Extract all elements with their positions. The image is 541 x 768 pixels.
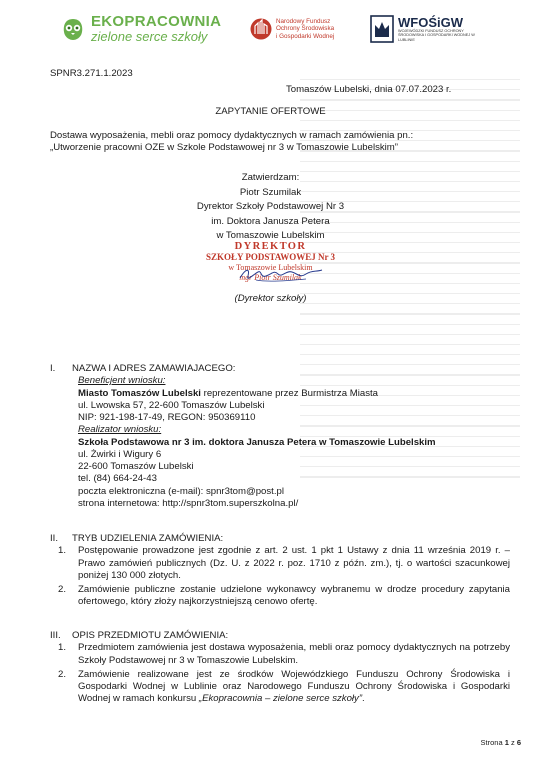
approval-block — [0, 171, 541, 244]
handwritten-signature — [236, 262, 326, 288]
item-text: Przedmiotem zamówienia jest dostawa wyposażenia, mebli oraz pomocy dydaktycznych na potrzeby Szkoły Podstawowej nr 3 w Tomaszowie Lubelskim. — [78, 642, 510, 666]
subject-line-1: Dostawa wyposażenia, mebli oraz pomocy dydaktycznych w ramach zamówienia pn.: — [50, 130, 414, 141]
realizer-email[interactable]: poczta elektroniczna (e-mail): spnr3tom@post.pl — [78, 485, 284, 497]
beneficiary-rest: reprezentowane przez Burmistrza Miasta — [200, 387, 378, 399]
realizer-address-2: 22-600 Tomaszów Lubelski — [78, 461, 194, 473]
stamp-line-1: DYREKTOR — [234, 241, 307, 252]
section-3 — [50, 630, 510, 706]
beneficiary-address: ul. Lwowska 57, 22-600 Tomaszów Lubelski — [78, 399, 265, 411]
owl-leaf-icon — [60, 16, 86, 42]
list-item — [58, 584, 510, 609]
wfosigw-logo — [370, 15, 480, 43]
section-1 — [50, 363, 510, 510]
page-sep: z — [508, 738, 517, 747]
section-2-number: II. — [50, 533, 58, 544]
section-2-title: TRYB UDZIELENIA ZAMÓWIENIA: — [72, 533, 224, 544]
item-text — [78, 669, 510, 706]
realizer-website[interactable]: strona internetowa: http://spnr3tom.superszkolna.pl/ — [78, 497, 299, 509]
page-number — [481, 738, 521, 748]
list-item — [58, 642, 510, 667]
logo-title: EKOPRACOWNIA — [91, 13, 222, 30]
item-text: Postępowanie prowadzone jest zgodnie z art. 2 ust. 1 pkt 1 Ustawy z dnia 11 września 2019 r. – Prawo zamówień publicznych (Dz. U. z 2022 r. poz. 1710 z późn. zm.), tj. o wartości szacunkowej poniżej 130 000 złotych. — [78, 545, 510, 581]
beneficiary-name: Miasto Tomaszów Lubelski — [78, 387, 201, 399]
list-item — [58, 669, 510, 706]
page-label: Strona — [480, 738, 505, 747]
approver-name: Piotr Szumilak — [239, 186, 302, 198]
subject — [50, 130, 500, 155]
stamp-line-4: mgr Piotr Szumilak — [239, 272, 302, 282]
beneficiary-label: Beneficjent wniosku: — [78, 375, 166, 387]
approver-role-2: im. Doktora Janusza Petera — [211, 215, 330, 227]
wfosigw-emblem-icon — [370, 15, 394, 43]
item-number: 1. — [58, 642, 67, 654]
section-2 — [50, 533, 510, 609]
wf-title: WFOŚiGW — [398, 15, 463, 31]
nfosigw-emblem-icon — [250, 16, 272, 42]
reference-number: SPNR3.271.1.2023 — [50, 68, 133, 79]
nfosigw-logo — [250, 16, 334, 42]
nf-line-3: i Gospodarki Wodnej — [276, 32, 335, 40]
logo-subtitle: zielone serce szkoły — [91, 29, 208, 44]
subject-line-2: „Utworzenie pracowni OZE w Szkole Podstawowej nr 3 w Tomaszowie Lubelskim” — [50, 142, 398, 154]
item-number: 1. — [58, 545, 67, 557]
item-text-a: Zamówienie realizowane jest ze środków Wojewódzkiego Funduszu Ochrony Środowiska i Gospodarki Wodnej w Lublinie oraz Narodowego Funduszu Ochrony Środowiska i Gospodarki Wodnej w ramach konkursu — [78, 668, 510, 705]
realizer-name: Szkoła Podstawowa nr 3 im. doktora Janusza Petera w Tomaszowie Lubelskim — [78, 436, 436, 448]
item-text-c: . — [362, 693, 365, 705]
section-1-title: NAZWA I ADRES ZAMAWIAJACEGO: — [72, 363, 236, 374]
wf-subtitle: WOJEWÓDZKI FUNDUSZ OCHRONY ŚRODOWISKA I GOSPODARKI WODNEJ W LUBLINIE — [398, 29, 475, 42]
realizer-label: Realizator wniosku: — [78, 424, 162, 436]
item-text: Zamówienie publiczne zostanie udzielone wykonawcy wybranemu w drodze procedury zapytania ofertowego, który złoży najkorzystniejszą cenowo ofertę. — [78, 584, 510, 608]
document-title: ZAPYTANIE OFERTOWE — [215, 106, 326, 117]
signature-caption: (Dyrektor szkoły) — [234, 293, 307, 304]
approver-role-1: Dyrektor Szkoły Podstawowej Nr 3 — [196, 201, 345, 212]
section-3-number: III. — [50, 630, 61, 641]
stamp-line-2: SZKOŁY PODSTAWOWEJ Nr 3 — [205, 252, 336, 262]
stamp-line-3: w Tomaszowie Lubelskim — [228, 262, 313, 272]
ekopracownia-logo — [60, 14, 221, 44]
page-current: 1 — [504, 738, 509, 747]
list-item — [58, 545, 510, 582]
item-number: 2. — [58, 584, 67, 596]
approver-role-3: w Tomaszowie Lubelskim — [216, 230, 325, 241]
page-total: 6 — [516, 738, 521, 747]
realizer-address-1: ul. Żwirki i Wigury 6 — [78, 448, 162, 460]
item-number: 2. — [58, 668, 67, 680]
section-1-number: I. — [50, 363, 56, 374]
nf-line-2: Ochrony Środowiska — [276, 25, 335, 33]
item-text-b: „Ekopracownia – zielone serce szkoły” — [198, 693, 363, 705]
section-3-title: OPIS PRZEDMIOTU ZAMÓWIENIA: — [72, 630, 229, 641]
beneficiary-ids: NIP: 921-198-17-49, REGON: 950369110 — [78, 412, 256, 424]
approval-label: Zatwierdzam: — [241, 172, 300, 183]
realizer-phone: tel. (84) 664-24-43 — [78, 473, 157, 485]
nf-line-1: Narodowy Fundusz — [276, 18, 331, 26]
place-date: Tomaszów Lubelski, dnia 07.07.2023 r. — [286, 84, 452, 95]
